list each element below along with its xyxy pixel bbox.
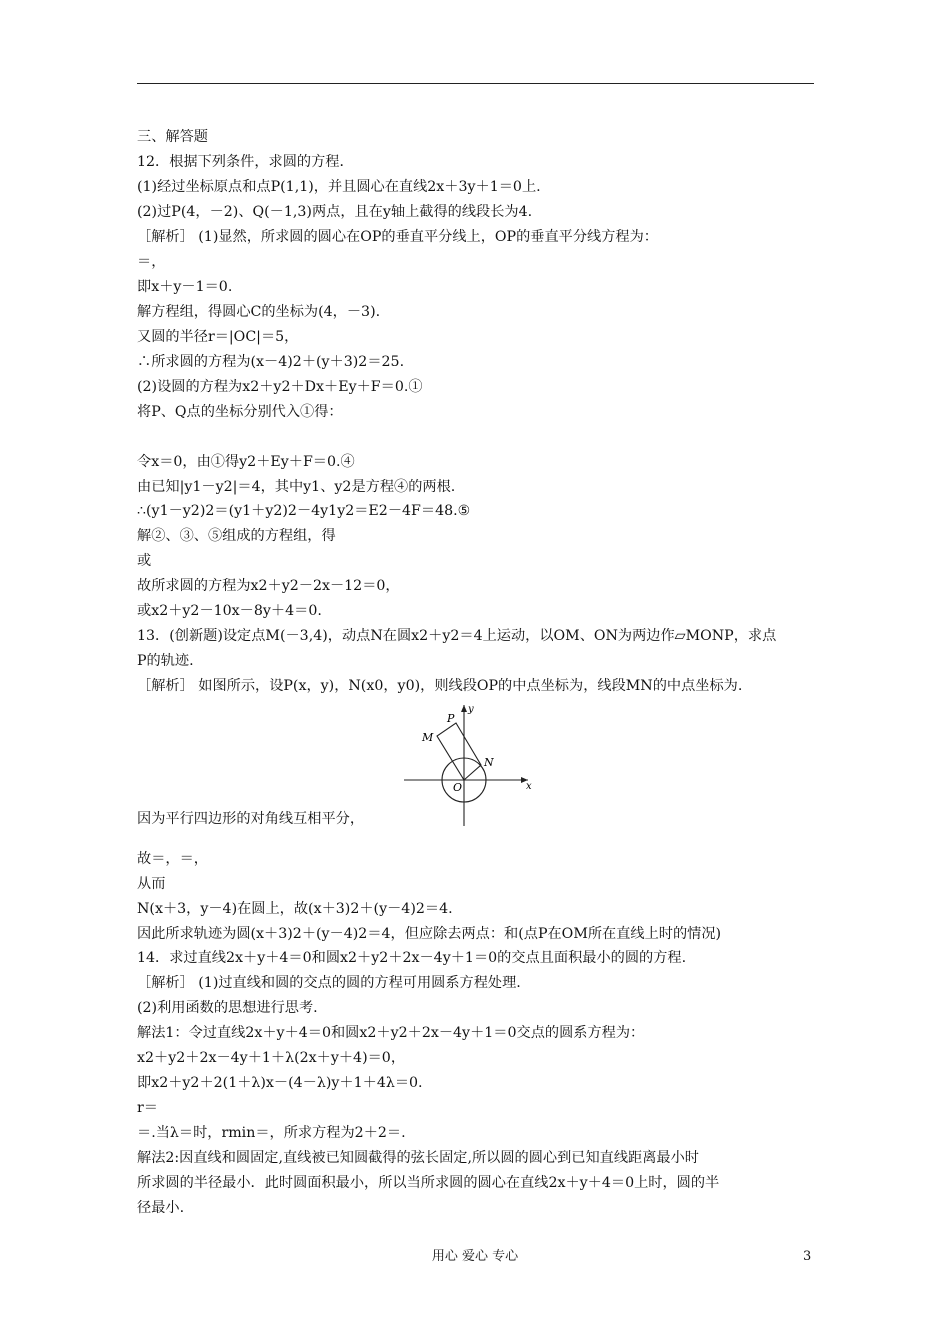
text-line: (1)经过坐标原点和点P(1,1)，并且圆心在直线2x＋3y＋1＝0上. bbox=[137, 179, 541, 195]
text-line: 又圆的半径r＝|OC|＝5， bbox=[137, 329, 299, 345]
text-line: 或 bbox=[137, 553, 152, 569]
text-line: 12．根据下列条件，求圆的方程． bbox=[137, 154, 354, 170]
text-line: 或x2＋y2－10x－8y＋4＝0. bbox=[137, 603, 322, 619]
text-line: 解②、③、⑤组成的方程组，得 bbox=[137, 528, 336, 544]
label-p: P bbox=[447, 712, 455, 725]
label-m: M bbox=[422, 731, 434, 744]
section-heading: 三、解答题 bbox=[137, 129, 208, 145]
text-line: ＝， bbox=[137, 254, 166, 270]
label-n: N bbox=[484, 756, 494, 769]
text-line: 令x＝0，由①得y2＋Ey＋F＝0.④ bbox=[137, 454, 355, 470]
text-line: 解方程组，得圆心C的坐标为(4，－3). bbox=[137, 304, 381, 320]
text-line: 解法1：令过直线2x＋y＋4＝0和圆x2＋y2＋2x－4y＋1＝0交点的圆系方程为： bbox=[137, 1025, 645, 1041]
text-line: ∴(y1－y2)2＝(y1＋y2)2－4y1y2＝E2－4F＝48.⑤ bbox=[137, 503, 471, 519]
text-line: ［解析］ (1)过直线和圆的交点的圆的方程可用圆系方程处理. bbox=[137, 975, 521, 991]
text-line: 径最小. bbox=[137, 1200, 185, 1216]
label-y: y bbox=[468, 704, 474, 715]
label-x: x bbox=[526, 781, 532, 792]
text-line: 从而 bbox=[137, 876, 166, 892]
text-line: 14．求过直线2x＋y＋4＝0和圆x2＋y2＋2x－4y＋1＝0的交点且面积最小的圆的方程. bbox=[137, 950, 687, 966]
text-line: r＝ bbox=[137, 1100, 158, 1116]
footer-slogan: 用心 爱心 专心 bbox=[431, 1249, 519, 1264]
text-line: 将P、Q点的坐标分别代入①得： bbox=[137, 404, 343, 420]
text-line: P的轨迹. bbox=[137, 653, 194, 669]
text-line: ［解析］ 如图所示，设P(x，y)，N(x0，y0)，则线段OP的中点坐标为，线段MN的中点坐标为. bbox=[137, 678, 743, 694]
text-line: 13．(创新题)设定点M(－3,4)，动点N在圆x2＋y2＝4上运动，以OM、ON为两边作▱MONP，求点 bbox=[137, 628, 777, 644]
text-line: x2＋y2＋2x－4y＋1＋λ(2x＋y＋4)＝0， bbox=[137, 1050, 406, 1066]
label-o: O bbox=[453, 781, 463, 794]
text-line: ［解析］ (1)显然，所求圆的圆心在OP的垂直平分线上，OP的垂直平分线方程为： bbox=[137, 229, 658, 245]
text-line: 由已知|y1－y2|＝4，其中y1、y2是方程④的两根. bbox=[137, 479, 456, 495]
header-rule bbox=[137, 83, 814, 84]
text-line: 故所求圆的方程为x2＋y2－2x－12＝0， bbox=[137, 578, 400, 594]
text-line: 即x2＋y2＋2(1＋λ)x－(4－λ)y＋1＋4λ＝0. bbox=[137, 1075, 423, 1091]
text-line: (2)过P(4，－2)、Q(－1,3)两点，且在y轴上截得的线段长为4. bbox=[137, 204, 533, 220]
text-line: 解法2:因直线和圆固定,直线被已知圆截得的弦长固定,所以圆的圆心到已知直线距离最小时 bbox=[137, 1150, 699, 1166]
text-line: 因为平行四边形的对角线互相平分， bbox=[137, 811, 365, 827]
text-line: 即x＋y－1＝0. bbox=[137, 279, 233, 295]
text-line: N(x＋3，y－4)在圆上，故(x＋3)2＋(y－4)2＝4. bbox=[137, 901, 453, 917]
parallelogram-figure bbox=[400, 700, 536, 828]
text-line: (2)利用函数的思想进行思考. bbox=[137, 1000, 318, 1016]
text-line: 所求圆的半径最小．此时圆面积最小，所以当所求圆的圆心在直线2x＋y＋4＝0上时，圆的半 bbox=[137, 1175, 720, 1191]
page-number: 3 bbox=[803, 1249, 812, 1264]
text-line: ∴所求圆的方程为(x－4)2＋(y＋3)2＝25. bbox=[137, 354, 405, 370]
text-line: 因此所求轨迹为圆(x＋3)2＋(y－4)2＝4，但应除去两点：和(点P在OM所在直线上时的情况) bbox=[137, 926, 722, 942]
text-line: 故＝，＝， bbox=[137, 851, 208, 867]
text-line: ＝.当λ＝时，rmin＝，所求方程为2＋2＝. bbox=[137, 1125, 406, 1141]
text-line: (2)设圆的方程为x2＋y2＋Dx＋Ey＋F＝0.① bbox=[137, 379, 423, 395]
